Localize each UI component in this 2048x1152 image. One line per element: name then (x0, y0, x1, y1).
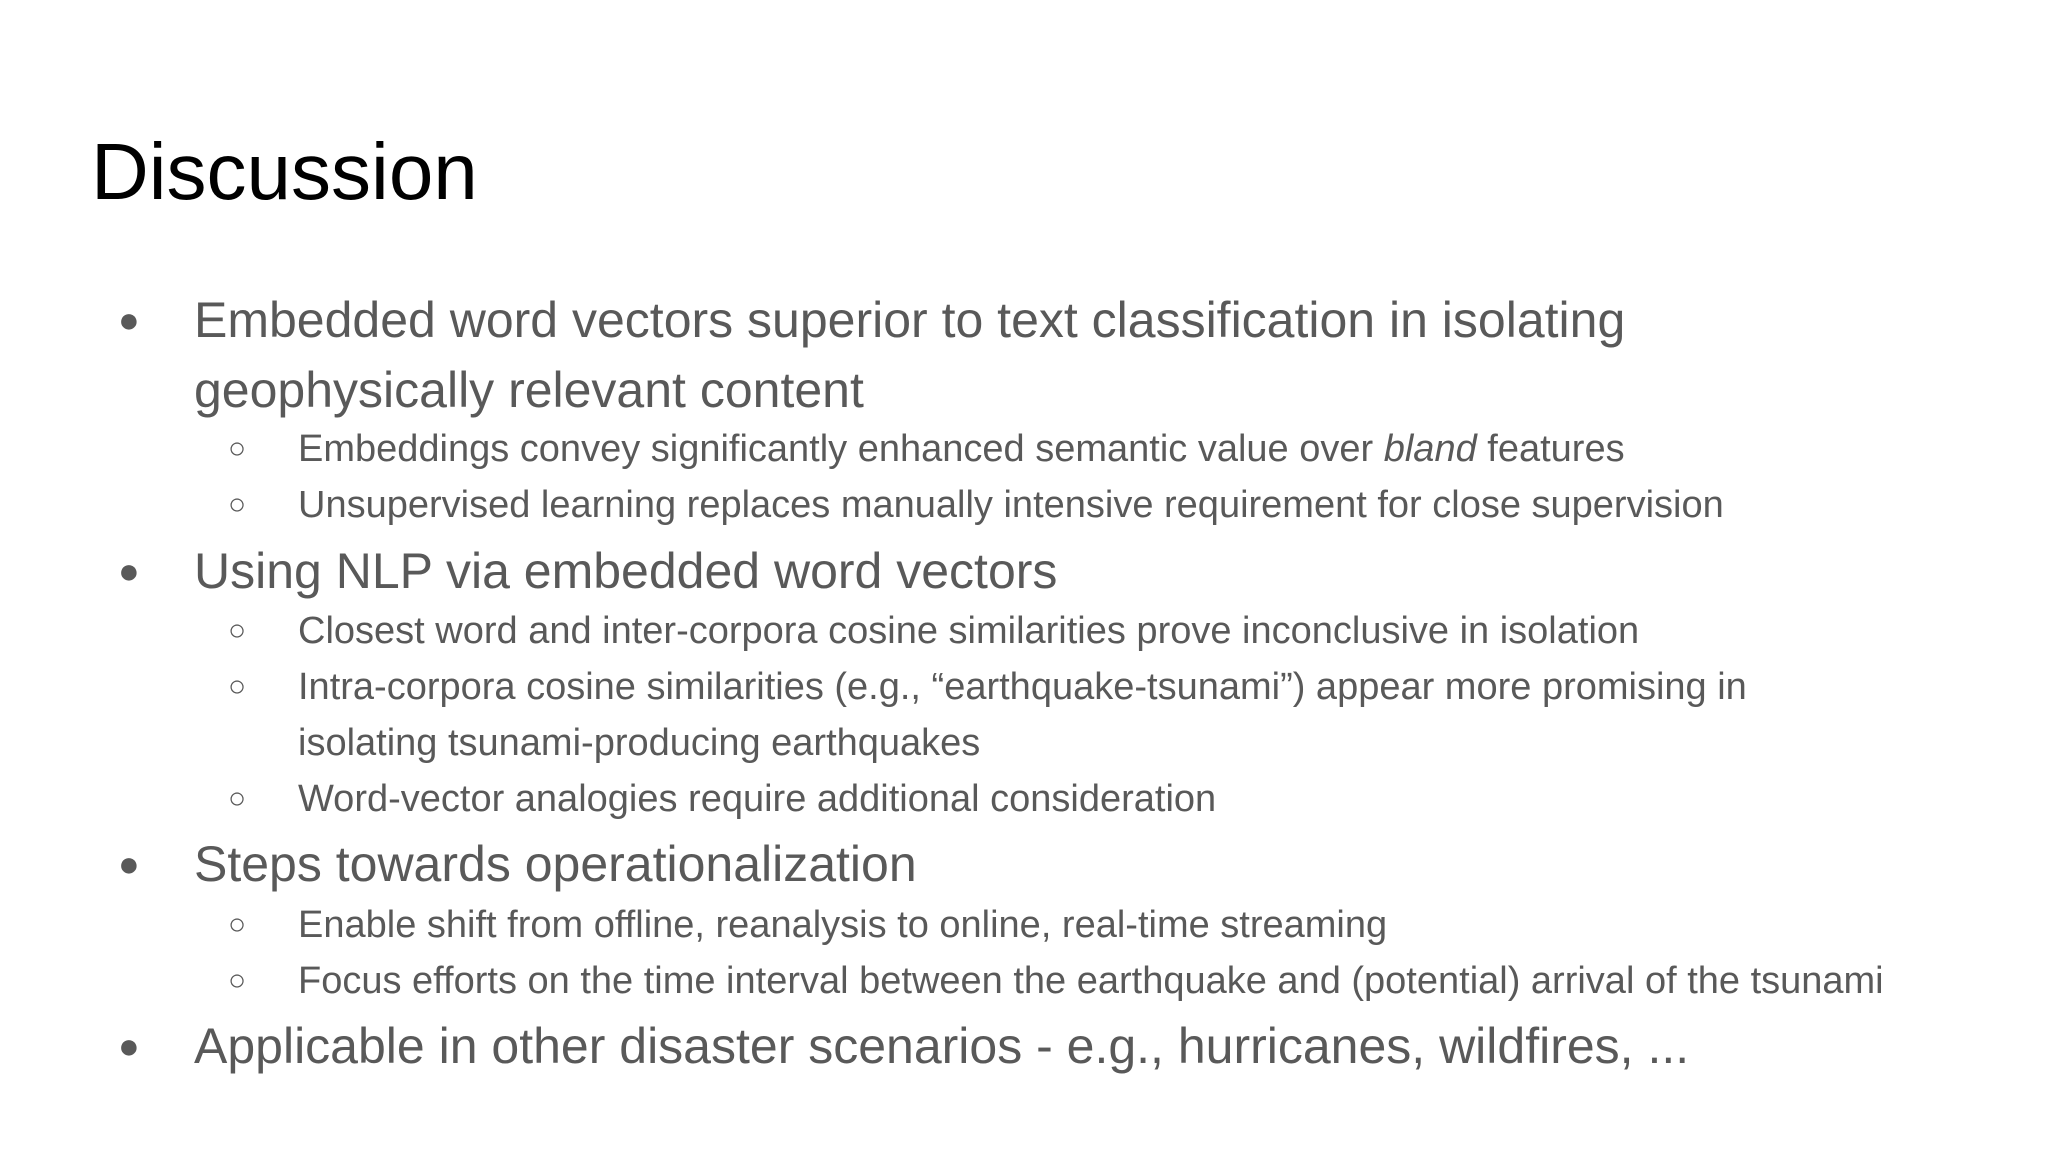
sub-bullet-italic-text: bland (1383, 428, 1477, 470)
sub-bullet-text: Word-vector analogies require additional consideration (298, 778, 1217, 820)
bullet-text: geophysically relevant content (194, 362, 864, 418)
sub-bullet-text: features (1476, 428, 1625, 470)
sub-bullet-text: isolating tsunami-producing earthquakes (298, 722, 981, 764)
sub-bullet-icon: ○ (228, 964, 247, 997)
bullet-text: Steps towards operationalization (194, 836, 917, 892)
sub-bullet-icon: ○ (228, 488, 247, 521)
sub-bullet-icon: ○ (228, 908, 247, 941)
bullet-text: Embedded word vectors superior to text classification in isolating (194, 292, 1626, 348)
sub-bullet-text: Unsupervised learning replaces manually intensive requirement for close supervision (298, 484, 1724, 526)
sub-bullet-item (228, 953, 1884, 1009)
sub-bullet-item (228, 421, 1625, 477)
bullet-icon: ● (118, 550, 140, 591)
bullet-icon: ● (118, 843, 140, 884)
sub-bullet-text: Embeddings convey significantly enhanced semantic value over (298, 428, 1384, 470)
sub-bullet-item (228, 771, 1217, 827)
bullet-item (118, 536, 1058, 606)
sub-bullet-item (228, 659, 1747, 771)
sub-bullet-item (228, 603, 1640, 659)
bullet-item (118, 1011, 1690, 1081)
sub-bullet-icon: ○ (228, 614, 247, 647)
sub-bullet-icon: ○ (228, 782, 247, 815)
slide-title: Discussion (91, 127, 478, 216)
sub-bullet-item (228, 477, 1724, 533)
bullet-item (118, 285, 1626, 425)
sub-bullet-text: Closest word and inter-corpora cosine similarities prove inconclusive in isolation (298, 610, 1640, 652)
bullet-icon: ● (118, 299, 140, 340)
sub-bullet-item (228, 897, 1388, 953)
bullet-text: Using NLP via embedded word vectors (194, 543, 1058, 599)
sub-bullet-text: Intra-corpora cosine similarities (e.g., “earthquake-tsunami”) appear more promising in (298, 666, 1747, 708)
bullet-icon: ● (118, 1025, 140, 1066)
bullet-text: Applicable in other disaster scenarios - e.g., hurricanes, wildfires, ... (194, 1018, 1690, 1074)
sub-bullet-text: Focus efforts on the time interval between the earthquake and (potential) arrival of the tsunami (298, 960, 1884, 1002)
sub-bullet-icon: ○ (228, 670, 247, 703)
bullet-item (118, 829, 917, 899)
sub-bullet-text: Enable shift from offline, reanalysis to online, real-time streaming (298, 904, 1388, 946)
sub-bullet-icon: ○ (228, 432, 247, 465)
